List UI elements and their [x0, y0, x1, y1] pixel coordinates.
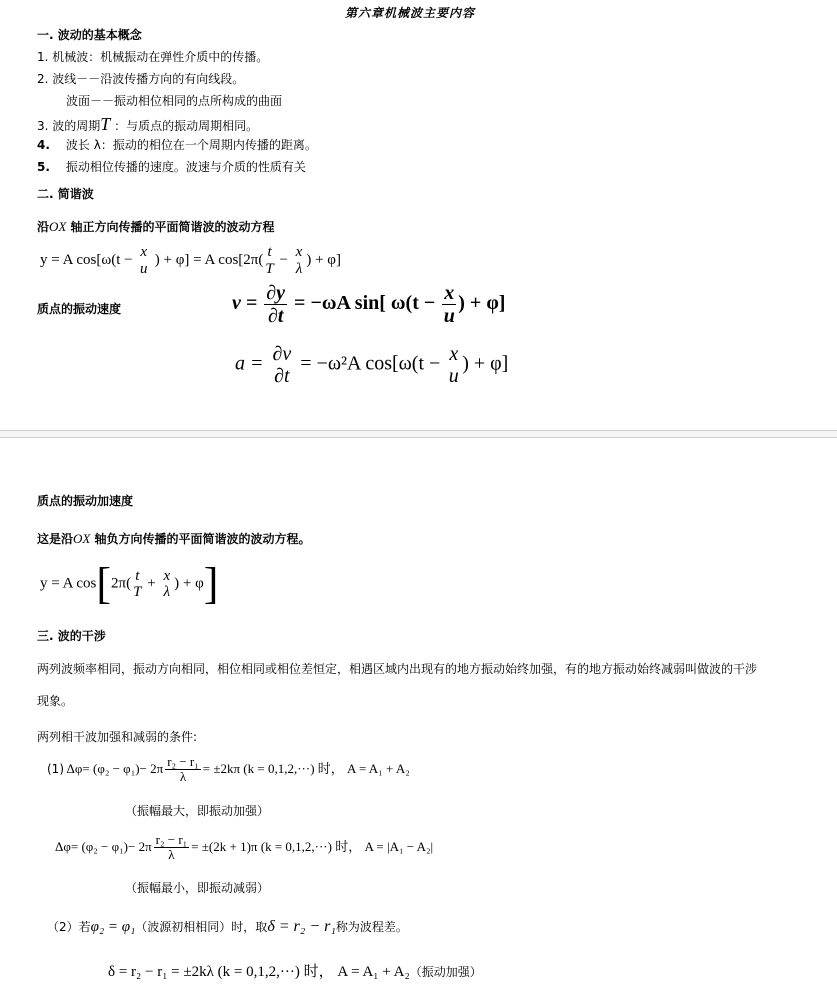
section-heading: 二. 简谐波 — [37, 187, 94, 201]
eq-part: 2π( — [111, 575, 132, 592]
eq-part: δ = r₂ − r₁ — [267, 918, 336, 935]
denominator: u — [139, 260, 148, 277]
list-item — [37, 136, 317, 153]
eq-part: y = A cos — [40, 575, 97, 592]
eq-part: = −ω²A cos[ω(t − — [300, 352, 441, 375]
eq-part: y = A cos[ω(t − — [40, 251, 133, 268]
denominator: λ — [295, 260, 303, 277]
eq-part: v = — [232, 292, 258, 315]
eq-part: a = — [235, 352, 264, 375]
condition-3 — [47, 918, 408, 936]
page-title: 第六章机械波主要内容 — [345, 6, 476, 20]
denominator: T — [133, 584, 142, 600]
math-symbol: OX — [73, 531, 91, 546]
numerator: ∂v — [272, 343, 292, 365]
numerator: ∂y — [266, 282, 286, 304]
denominator: λ — [168, 847, 175, 863]
item-number: 4. — [37, 138, 50, 152]
denominator: λ — [179, 769, 187, 785]
denominator: λ — [163, 584, 171, 600]
numerator: r₂ − r₁ — [155, 832, 188, 847]
denominator: ∂t — [267, 305, 284, 327]
section-heading: 一. 波动的基本概念 — [37, 28, 142, 42]
list-item — [37, 158, 306, 175]
eq-part: + — [147, 575, 156, 592]
eq-part: δ = r₂ − r₁ = ±2kλ (k = 0,1,2,···) 时， A = A₁ + A₂ — [108, 964, 410, 980]
equation-label — [37, 218, 275, 235]
text: 沿 — [37, 220, 50, 234]
label: (1) — [47, 761, 64, 776]
wave-equation — [40, 244, 341, 277]
section-heading: 三. 波的干涉 — [37, 629, 106, 643]
list-item: 波面－－振动相位相同的点所构成的曲面 — [66, 94, 283, 108]
math-symbol: OX — [49, 219, 67, 234]
bracket: ] — [203, 559, 219, 608]
list-item: 1. 机械波：机械振动在弹性介质中的传播。 — [37, 50, 269, 64]
note: （振幅最小，即振动减弱） — [125, 881, 270, 895]
denominator: u — [443, 305, 455, 327]
eq-part: ) + φ] — [306, 251, 341, 268]
eq-part: = ±(2k + 1)π (k = 0,1,2,···) 时， A = |A₁ − A₂| — [191, 838, 434, 854]
text: 3. 波的周期 — [37, 119, 101, 133]
item-number: 5. — [37, 160, 50, 174]
text: 轴正方向传播的平面简谐波的波动方程 — [66, 220, 275, 234]
note: （振动加强） — [409, 965, 482, 979]
equation-label — [37, 530, 311, 547]
text: 称为波程差。 — [335, 920, 408, 934]
paragraph: 两列相干波加强和减弱的条件: — [37, 730, 198, 744]
numerator: t — [267, 244, 272, 260]
eq-part: = −ωA sin[ ω(t − — [294, 292, 436, 315]
list-item — [37, 114, 258, 135]
condition-4 — [108, 960, 482, 981]
numerator: x — [295, 244, 303, 260]
eq-part: − — [279, 251, 288, 268]
text: 这是沿 — [37, 532, 74, 546]
math-symbol: T — [100, 114, 111, 134]
eq-part: φ₂ = φ₁ — [90, 919, 136, 935]
eq-part: ) + φ] — [458, 292, 506, 315]
eq-part: ) + φ] — [462, 352, 509, 375]
denominator: ∂t — [274, 365, 290, 387]
acceleration-equation — [235, 343, 508, 387]
numerator: x — [449, 343, 459, 365]
paragraph: 现象。 — [37, 694, 74, 708]
text: ：与质点的振动周期相同。 — [114, 119, 259, 133]
numerator: x — [163, 567, 171, 584]
text: （波源初相相同）时，取 — [135, 920, 268, 934]
eq-part: ) + φ — [174, 575, 204, 592]
condition-1 — [47, 755, 410, 785]
numerator: x — [140, 244, 148, 260]
acceleration-label: 质点的振动加速度 — [37, 494, 134, 508]
numerator: r₂ − r₁ — [167, 754, 199, 769]
eq-part: = ±2kπ (k = 0,1,2,···) 时， A = A₁ + A₂ — [202, 760, 410, 776]
condition-2 — [55, 833, 433, 863]
denominator: T — [265, 260, 274, 277]
note: （振幅最大，即振动加强） — [125, 804, 270, 818]
text: 波长 λ：振动的相位在一个周期内传播的距离。 — [65, 138, 317, 152]
text: 振动相位传播的速度。波速与介质的性质有关 — [65, 160, 306, 174]
velocity-label: 质点的振动速度 — [37, 302, 122, 316]
text: （2）若 — [47, 920, 91, 934]
negative-wave-equation — [40, 559, 219, 608]
velocity-equation — [232, 282, 505, 327]
eq-part: Δφ= (φ₂ − φ₁)− 2π — [66, 760, 164, 776]
list-item: 2. 波线－－沿波传播方向的有向线段。 — [37, 72, 245, 86]
page-divider — [0, 437, 837, 438]
paragraph: 两列波频率相同，振动方向相同，相位相同或相位差恒定，相遇区域内出现有的地方振动始终加强，有的地方振动始终减弱叫做波的干涉 — [37, 662, 758, 676]
bracket: [ — [96, 559, 112, 608]
text: 轴负方向传播的平面简谐波的波动方程。 — [90, 532, 311, 546]
numerator: x — [444, 282, 455, 304]
eq-part: ) + φ] = A cos[2π( — [154, 251, 264, 268]
numerator: t — [135, 567, 140, 584]
denominator: u — [448, 365, 459, 387]
eq-part: Δφ= (φ₂ − φ₁)− 2π — [55, 838, 152, 854]
